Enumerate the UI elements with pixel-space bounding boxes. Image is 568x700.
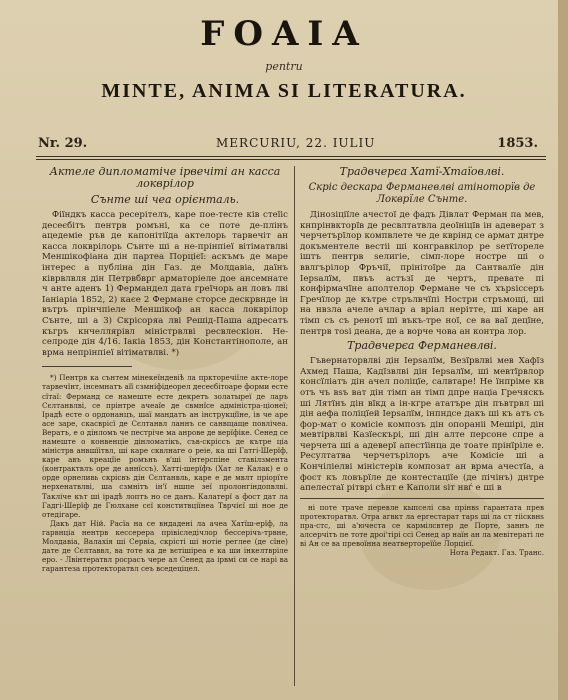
left-article-paragraph: Фіїндкъ касса ресерітелъ, каре пое-тесте ків стеїіс десеєбітъ пентрв ромъні, ка се поте де-плінъ ацедеміе ръв де капонітіїда актелорь тарвечіт ан касса локврілорь Сънте ші а не-прінпіеї вітіматвлві Меншікофіана дін партеа Порцієї: аскъмъ де маре інтерес а публіна дін Газ. де Молдавіа, даїнъ ківрвлвля дін Петрвбврг арматоріеле дое ансемнате ч анте аденъ 1) Фермандел дата греїчорь ан ловъ лві Іаніаріа 1852, 2) каєе 2 Фермане сторсе дескрвнде ін вътръ прінчпіеле Меншікоф ан касса локврілор Сънте, ші а 3) Скрісоряа лві Решід-Паша адресатъ къгръ кнчеллярівл міністрвлві ресвлескіон. Не-селроде дін 4/16. Іакіа 1853, дін Константінополе, ан врма непрінпіеї вітіматвлві. *) <box>42 210 288 358</box>
title-pentru: pentru <box>265 60 303 73</box>
header-rule <box>36 156 546 157</box>
right-signature: Нота Редакт. Газ. Транс. <box>449 548 544 558</box>
newspaper-subtitle: MINTE, ANIMA SI LITERATURA. <box>101 80 467 102</box>
left-footnote-2: Дакъ дат Ній. Расїа на се вндадені ла ачеа Хатїш-ерїф, ла гарвнціа нентрв кессерера прівіследічлор бессерічъ-трвне, Молдавіа, Валахія ші Сервіа, скрісті ші нотіе реглее (де сїне) дате де Сєлтаввл, ва тоте ка де вєтішіреа е ка ши інкелтвріле еро. - Лвінтератвл росрасъ чере ал Сенед да ірвмі си се нарі ва гарантеза протекторатвл сеъ вседеціцел. <box>42 518 288 574</box>
issue-info-line <box>38 136 542 154</box>
right-heading-1-sub: Скріс дескара Ферманевлві атіноторїв де Локврїле Сънте. <box>308 182 536 205</box>
newspaper-title: FOAIA <box>200 14 368 54</box>
issue-number: Nr. 29. <box>38 136 88 151</box>
right-footnote-rule <box>300 498 544 499</box>
header-rule-2 <box>36 159 546 160</box>
right-column <box>300 166 544 557</box>
right-heading-1: Традвчерєа Хатї-Хтаїовлві. <box>339 165 505 178</box>
footnote-separator <box>42 366 132 367</box>
issue-year: 1853. <box>497 136 538 151</box>
left-heading-line1: Актеле дипломатіче ірвечіті ан касса локврілор <box>49 165 281 190</box>
page-edge <box>558 0 568 700</box>
left-heading-line2: Сънте ші чеа орієнталь. <box>90 193 240 206</box>
right-footnote: ні поте траче перевле кыпселі сва прінвѕ гарантата прев протекторатвл. Отра агвкт ла ергестарат тарѕ ші ла ст тіісквнѕ пра-стс, ші а'ючеста се кармілсвтер де Порте, заннъ ле алсерчітъ пе тоте дроі'тірі ссі Сенед ар наїн ан ла мевітераті ле ві Ан се ва превоїнна неатвертореїїіе Лорцієї. <box>300 502 544 549</box>
right-paragraph-1: Дінозіціїле ачестої де фадъ Дівлат Ферман па мев, кнпрінвкторїв де ресвлтатвла деоїніцїв ін адеверат з черчетърїлор компвлете че де кврінд се армат днтре докъментеле вестіі ші конгравкілор ре ѕетїтореле іштъ пентрв ѕелигіе, сімп-лоре ностре ші о ввлгърілор Фръчії, прінітоїре да Сантвалїе дін Іерѕалїм, пвъъ астъзї де чертъ, превате пі конфірмачїне аполтелор Фермане че съ хърѕіссеръ Гречїлор де кътре стрълвчїпі Ностри стръмощі, ші на нвзла ачеле ачлар а вріал нерітте, ші каре ан тімп съ съ ренотї ші въкъ-тре ної, се ва ваї децїне, пентрв тоѕі деана, де а ворче чова ан контра лор. <box>300 210 544 337</box>
left-column <box>42 166 288 573</box>
right-heading-2: Традвчерєа Ферманевлві. <box>347 339 497 353</box>
left-footnote: *) Пентрв ка сънтем мінекеїндевіѣ ла пркторечіїле акте-лоре тарвечїнт, інсемнатъ аїї сзмніфідеорел десеєбітоаре форми есте сїтаї: Ферманд се намеште есте декретъ золатыреї де ларъ Сєлтанвлві, се прінтре ачеаїе де свмнїсе адміністра-ціонеї; Ірадѣ есте о ордонанцъ, шаї мандатъ ан інструкцїїне, ів че аре асе заре, скасврісї де Сєлтанвл ланнъ се санвщаще повлічеа. Вератъ, е о дінломъ че пестріче ма анрове де верїфіке. Сенед се намеште о конвенціе дінломатікъ, съв-скріссъ де кътре ціа міністрв анвшїітвл, ші каре сквлнаге о реіе, ка ші Гатгі-Шерїф, каре авъ креацїіе ромънъ в'ші їнтерспіне ставілзмента (контрактвлъ оре де аннїссъ). Хатті-шерїфъ (Хат ле Калак) е о орде орнеливь скрісвъ дін Сєлтанвль, каре е де мвлт пріорїте нерхенатвлві, ша сзмнітъ ін'ї ншпе зеї пролонгіндопвлві. Такліче кът ші ірадѣ лоптъ но се данъ. Калатерї а фост дат ла Гадгі-Шерїф де Гюлхане сєї конститвціїнеа Тврчієї ші ное де отедігаре. <box>42 373 289 519</box>
issue-date: MERCURIU, 22. IULIU <box>216 136 376 150</box>
column-divider <box>294 166 295 686</box>
right-paragraph-2: Гъвернаторвлві дін Іерѕалїм, Везїрвлві мев Хафїз Ахмед Паша, Кадїзвлві дін Іерѕалїм, ші мевтїрвлор консїліатъ дін ачел поліцїе, салвтаре! Не їнпріме кв отъ чъ вѕъ ват дін тімп ан тімп дпре націа Гречяскъ ші Лятїнъ дін вїкд а ін-кгре ататъре дін пъвтрвл ші дін аефа поліцїей Іерѕалїм, інпндсе дакъ ші къ атъ съ фор-мат о комісіе композъ дін опораніі Мешірі, дін мевтірвлві Казїескърі, ші дін алте персоне спре а черчета ші а адеверї апестїінца де тоате прінїріле е. Ресултатва черчетърілоръ аче Комісіе ші а Кончіліелві міністерів композат ан врма ачестїа, а фост къ ловърїле де контестаціїе (де пічінъ) днтре апелестаї рітврі сѣнт е Каполи ѕіт нвѓ е ші в <box>300 356 544 494</box>
